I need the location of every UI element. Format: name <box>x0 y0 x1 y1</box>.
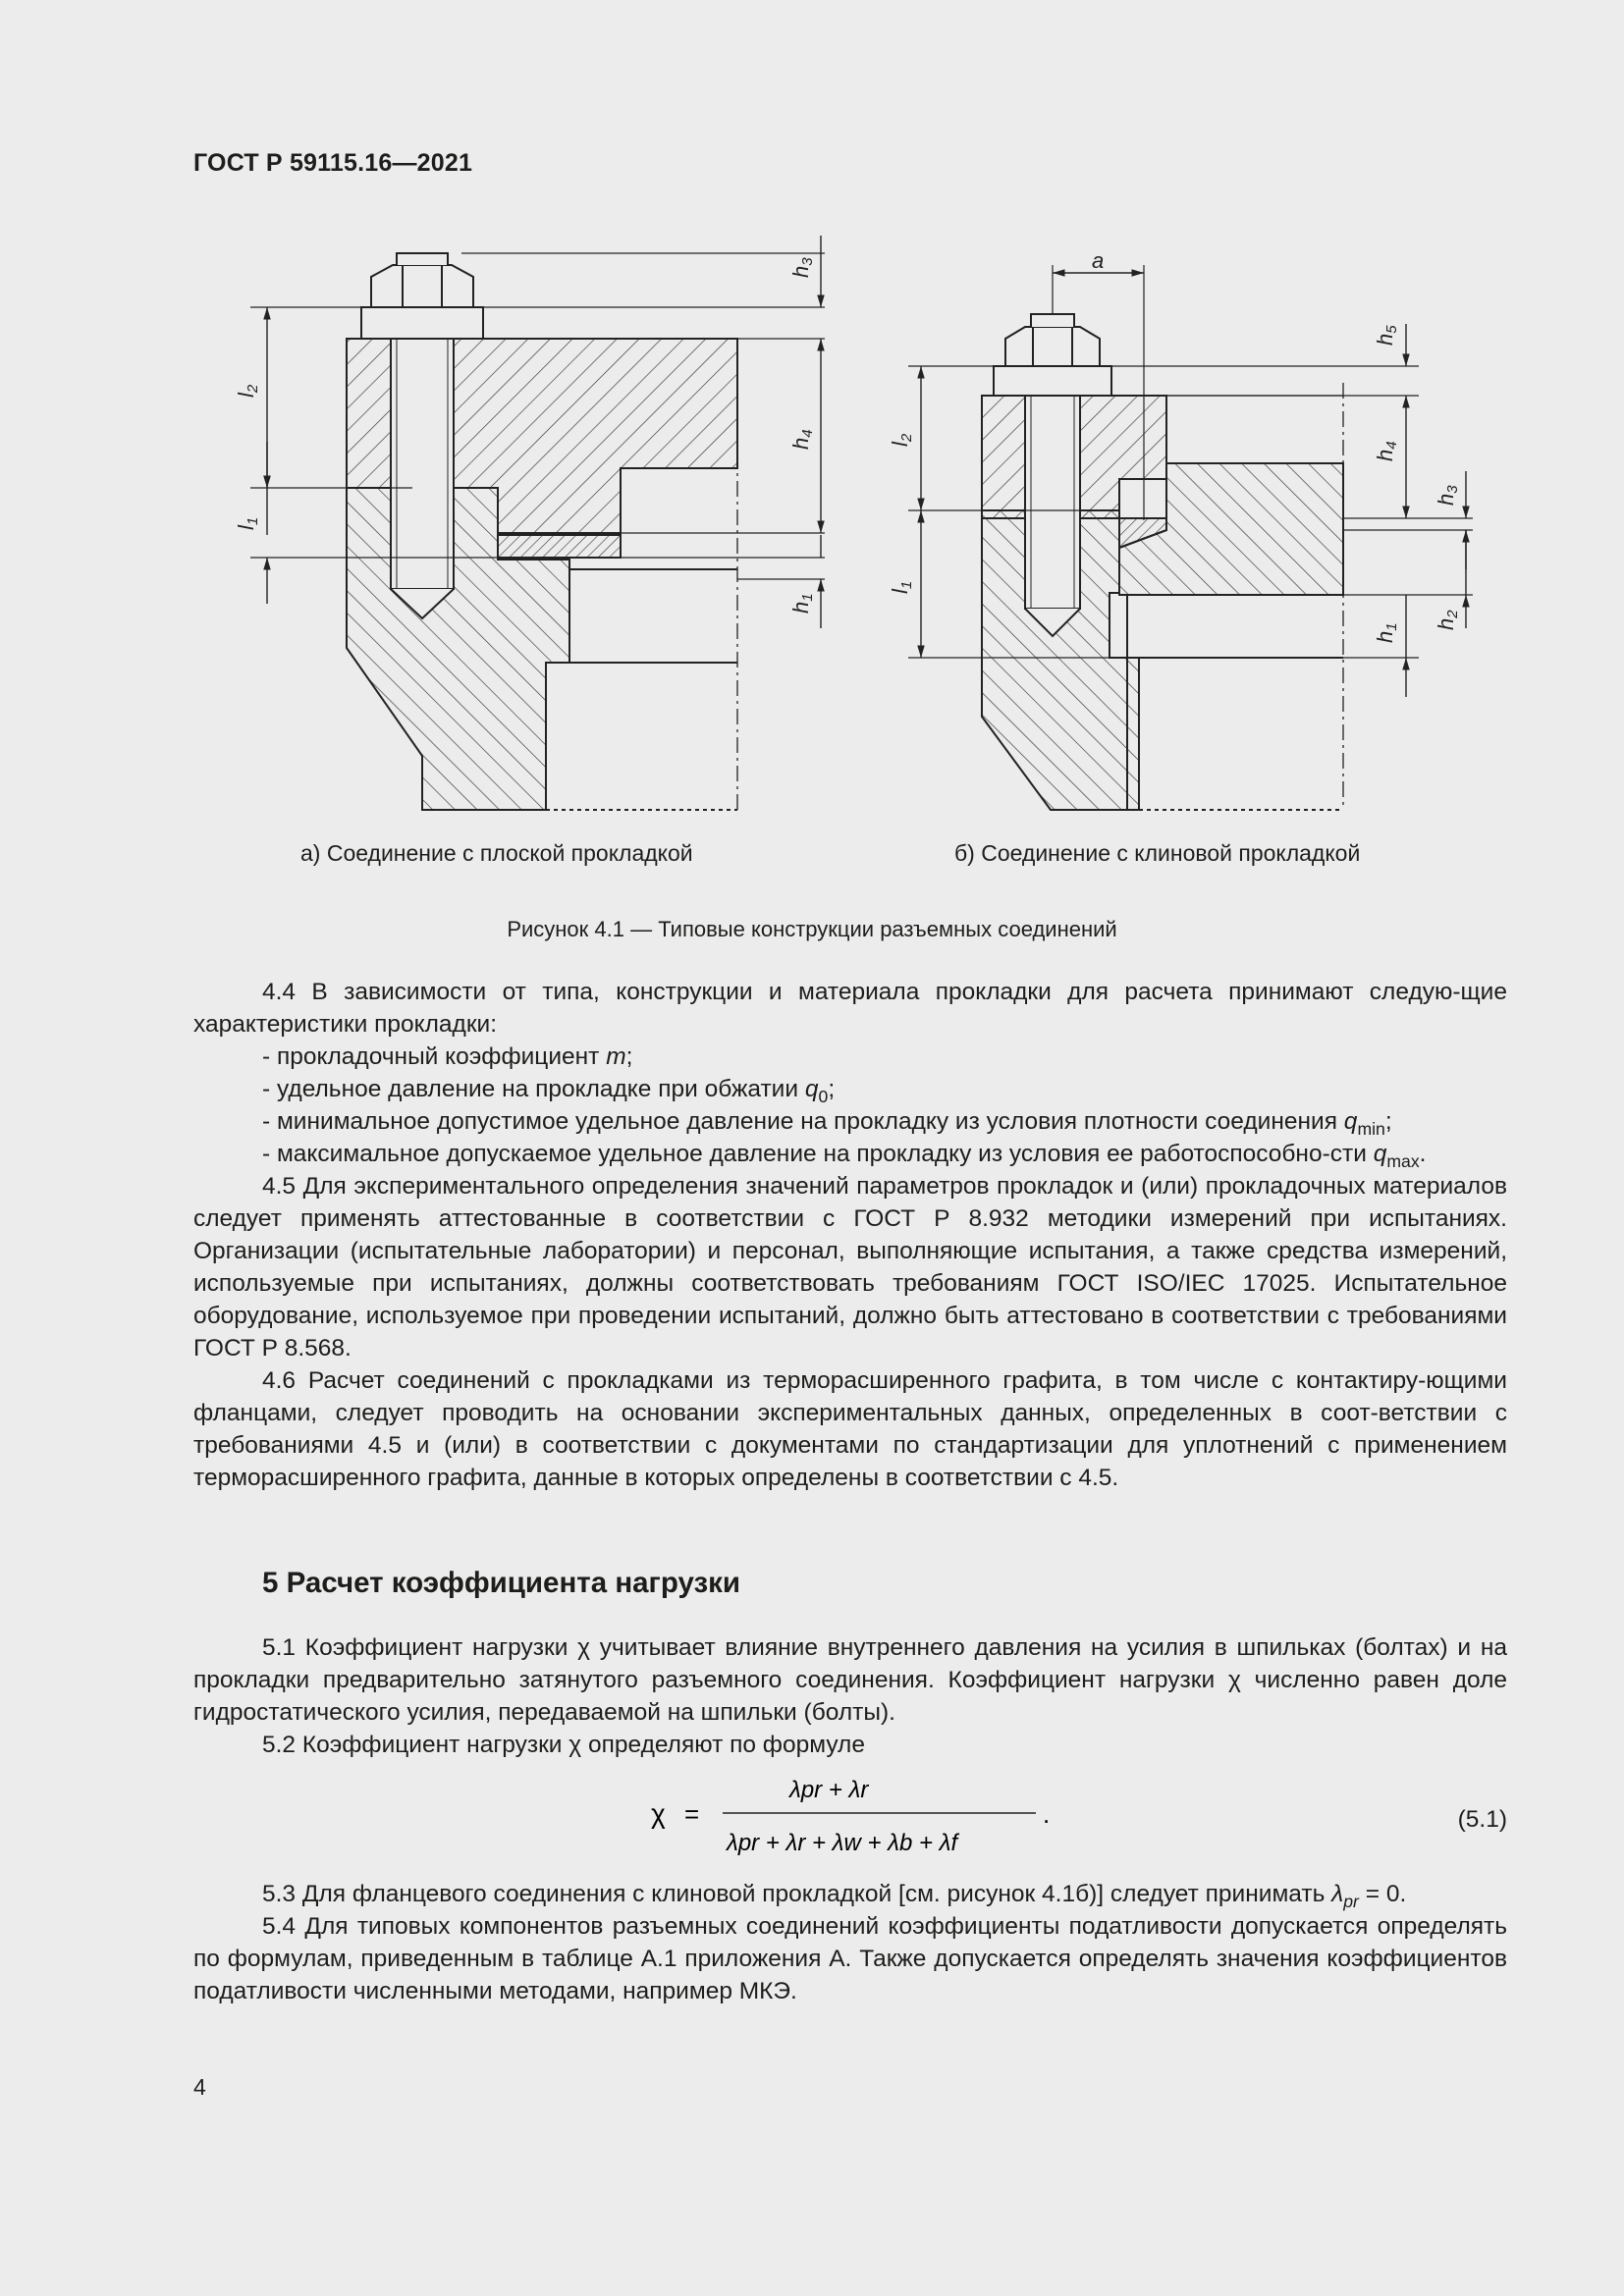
formula-equals: = <box>684 1799 700 1829</box>
formula-number: (5.1) <box>1457 1806 1507 1833</box>
list-item: - минимальное допустимое удельное давление на прокладку из условия плотности соединения $q_{min}$; <box>262 1108 1392 1140</box>
right-washer <box>994 366 1111 396</box>
dim-left-h3: h3 <box>788 257 816 278</box>
dim-left-l2: l2 <box>234 384 261 398</box>
paragraph-4-6: 4.6 Расчет соединений с прокладками из терморасширенного графита, в том числе с контактиру-ющими фланцами, следует проводить на основании экспериментальных данных, определенных в соот-ветствии с требованиями 4.5 и (или) в соответствии с документами по стандартизации для уплотнений с применением терморасширенного графита, данные в которых определены в соответствии с 4.5. <box>193 1367 1507 1491</box>
section-5 <box>193 1567 1507 1599</box>
formula-graphic <box>0 1767 1624 1865</box>
figure-caption-right: б) Соединение с клиновой прокладкой <box>954 840 1361 866</box>
left-drawing <box>250 236 825 810</box>
list-item: - удельное давление на прокладке при обжатии $q_0$; <box>262 1076 836 1107</box>
page-number: 4 <box>193 2074 206 2100</box>
dim-right-h2: h2 <box>1434 610 1461 630</box>
formula-5-1 <box>0 1767 1624 1865</box>
paragraph-5-1: 5.1 Коэффициент нагрузки χ учитывает влияние внутреннего давления на усилия в шпильках (болтах) и на прокладки предварительно затянутого разъемного соединения. Коэффициент нагрузки χ численно равен доле гидростатического усилия, передаваемой на шпильки (болты). <box>193 1634 1507 1726</box>
left-nut <box>371 265 473 307</box>
dim-right-l1: l1 <box>888 580 915 594</box>
right-nut <box>1005 327 1100 366</box>
dim-right-h4: h4 <box>1373 441 1400 461</box>
dim-left-h4: h4 <box>788 429 816 450</box>
figure-title: Рисунок 4.1 — Типовые конструкции разъемных соединений <box>507 917 1117 941</box>
text-block-1 <box>193 976 1507 1494</box>
left-washer <box>361 307 483 339</box>
list-item: - максимальное допускаемое удельное давление на прокладку из условия ее работоспособно-сти $q_{max}$. <box>262 1141 1427 1172</box>
figure-4-1 <box>0 0 1624 883</box>
paragraph-5-4: 5.4 Для типовых компонентов разъемных соединений коэффициенты податливости допускается определять по формулам, приведенным в таблице А.1 приложения А. Также допускается определять значения коэффициентов податливости численными методами, например МКЭ. <box>193 1913 1507 2004</box>
text-block-3 <box>193 1878 1507 2007</box>
formula-lhs: χ <box>651 1798 666 1829</box>
list-item: - прокладочный коэффициент m; <box>262 1043 633 1070</box>
document-header: ГОСТ Р 59115.16—2021 <box>193 149 473 177</box>
formula-numerator: λpr + λr <box>789 1777 869 1803</box>
text-block-2 <box>193 1631 1507 1761</box>
paragraph-5-2: 5.2 Коэффициент нагрузки χ определяют по формуле <box>262 1732 865 1758</box>
formula-denominator: λpr + λr + λw + λb + λf <box>727 1830 958 1856</box>
right-drawing <box>908 265 1473 810</box>
paragraph-5-3: 5.3 Для фланцевого соединения с клиновой прокладкой [см. рисунок 4.1б)] следует принимать $\lambda_{pr} = 0$. <box>262 1881 1407 1912</box>
section-heading: 5 Расчет коэффициента нагрузки <box>262 1567 741 1599</box>
dim-right-h3: h3 <box>1434 485 1461 506</box>
dim-right-h5: h5 <box>1373 325 1400 346</box>
paragraph-4-5: 4.5 Для экспериментального определения значений параметров прокладок и (или) прокладочных материалов следует применять аттестованные в соответствии с ГОСТ Р 8.932 методики измерений при испытаниях. Организации (испытательные лаборатории) и персонал, выполняющие испытания, а также средства измерений, используемые при испытаниях, должны соответствовать требованиям ГОСТ ISO/IEC 17025. Испытательное оборудование, используемое при проведении испытаний, должно быть аттестовано в соответствии с требованиями ГОСТ Р 8.568. <box>193 1173 1507 1362</box>
dim-left-h1: h1 <box>788 593 816 614</box>
dim-right-a: a <box>1092 248 1105 273</box>
dim-right-l2: l2 <box>888 433 915 447</box>
figure-caption-left: а) Соединение с плоской прокладкой <box>300 840 693 866</box>
left-gasket <box>498 535 621 558</box>
paragraph-4-4-intro: 4.4 В зависимости от типа, конструкции и материала прокладки для расчета принимают следую-щие характеристики прокладки: <box>193 979 1507 1038</box>
formula-dot: . <box>1043 1799 1051 1829</box>
dim-right-h1: h1 <box>1373 622 1400 643</box>
dim-left-l1: l1 <box>234 516 261 530</box>
